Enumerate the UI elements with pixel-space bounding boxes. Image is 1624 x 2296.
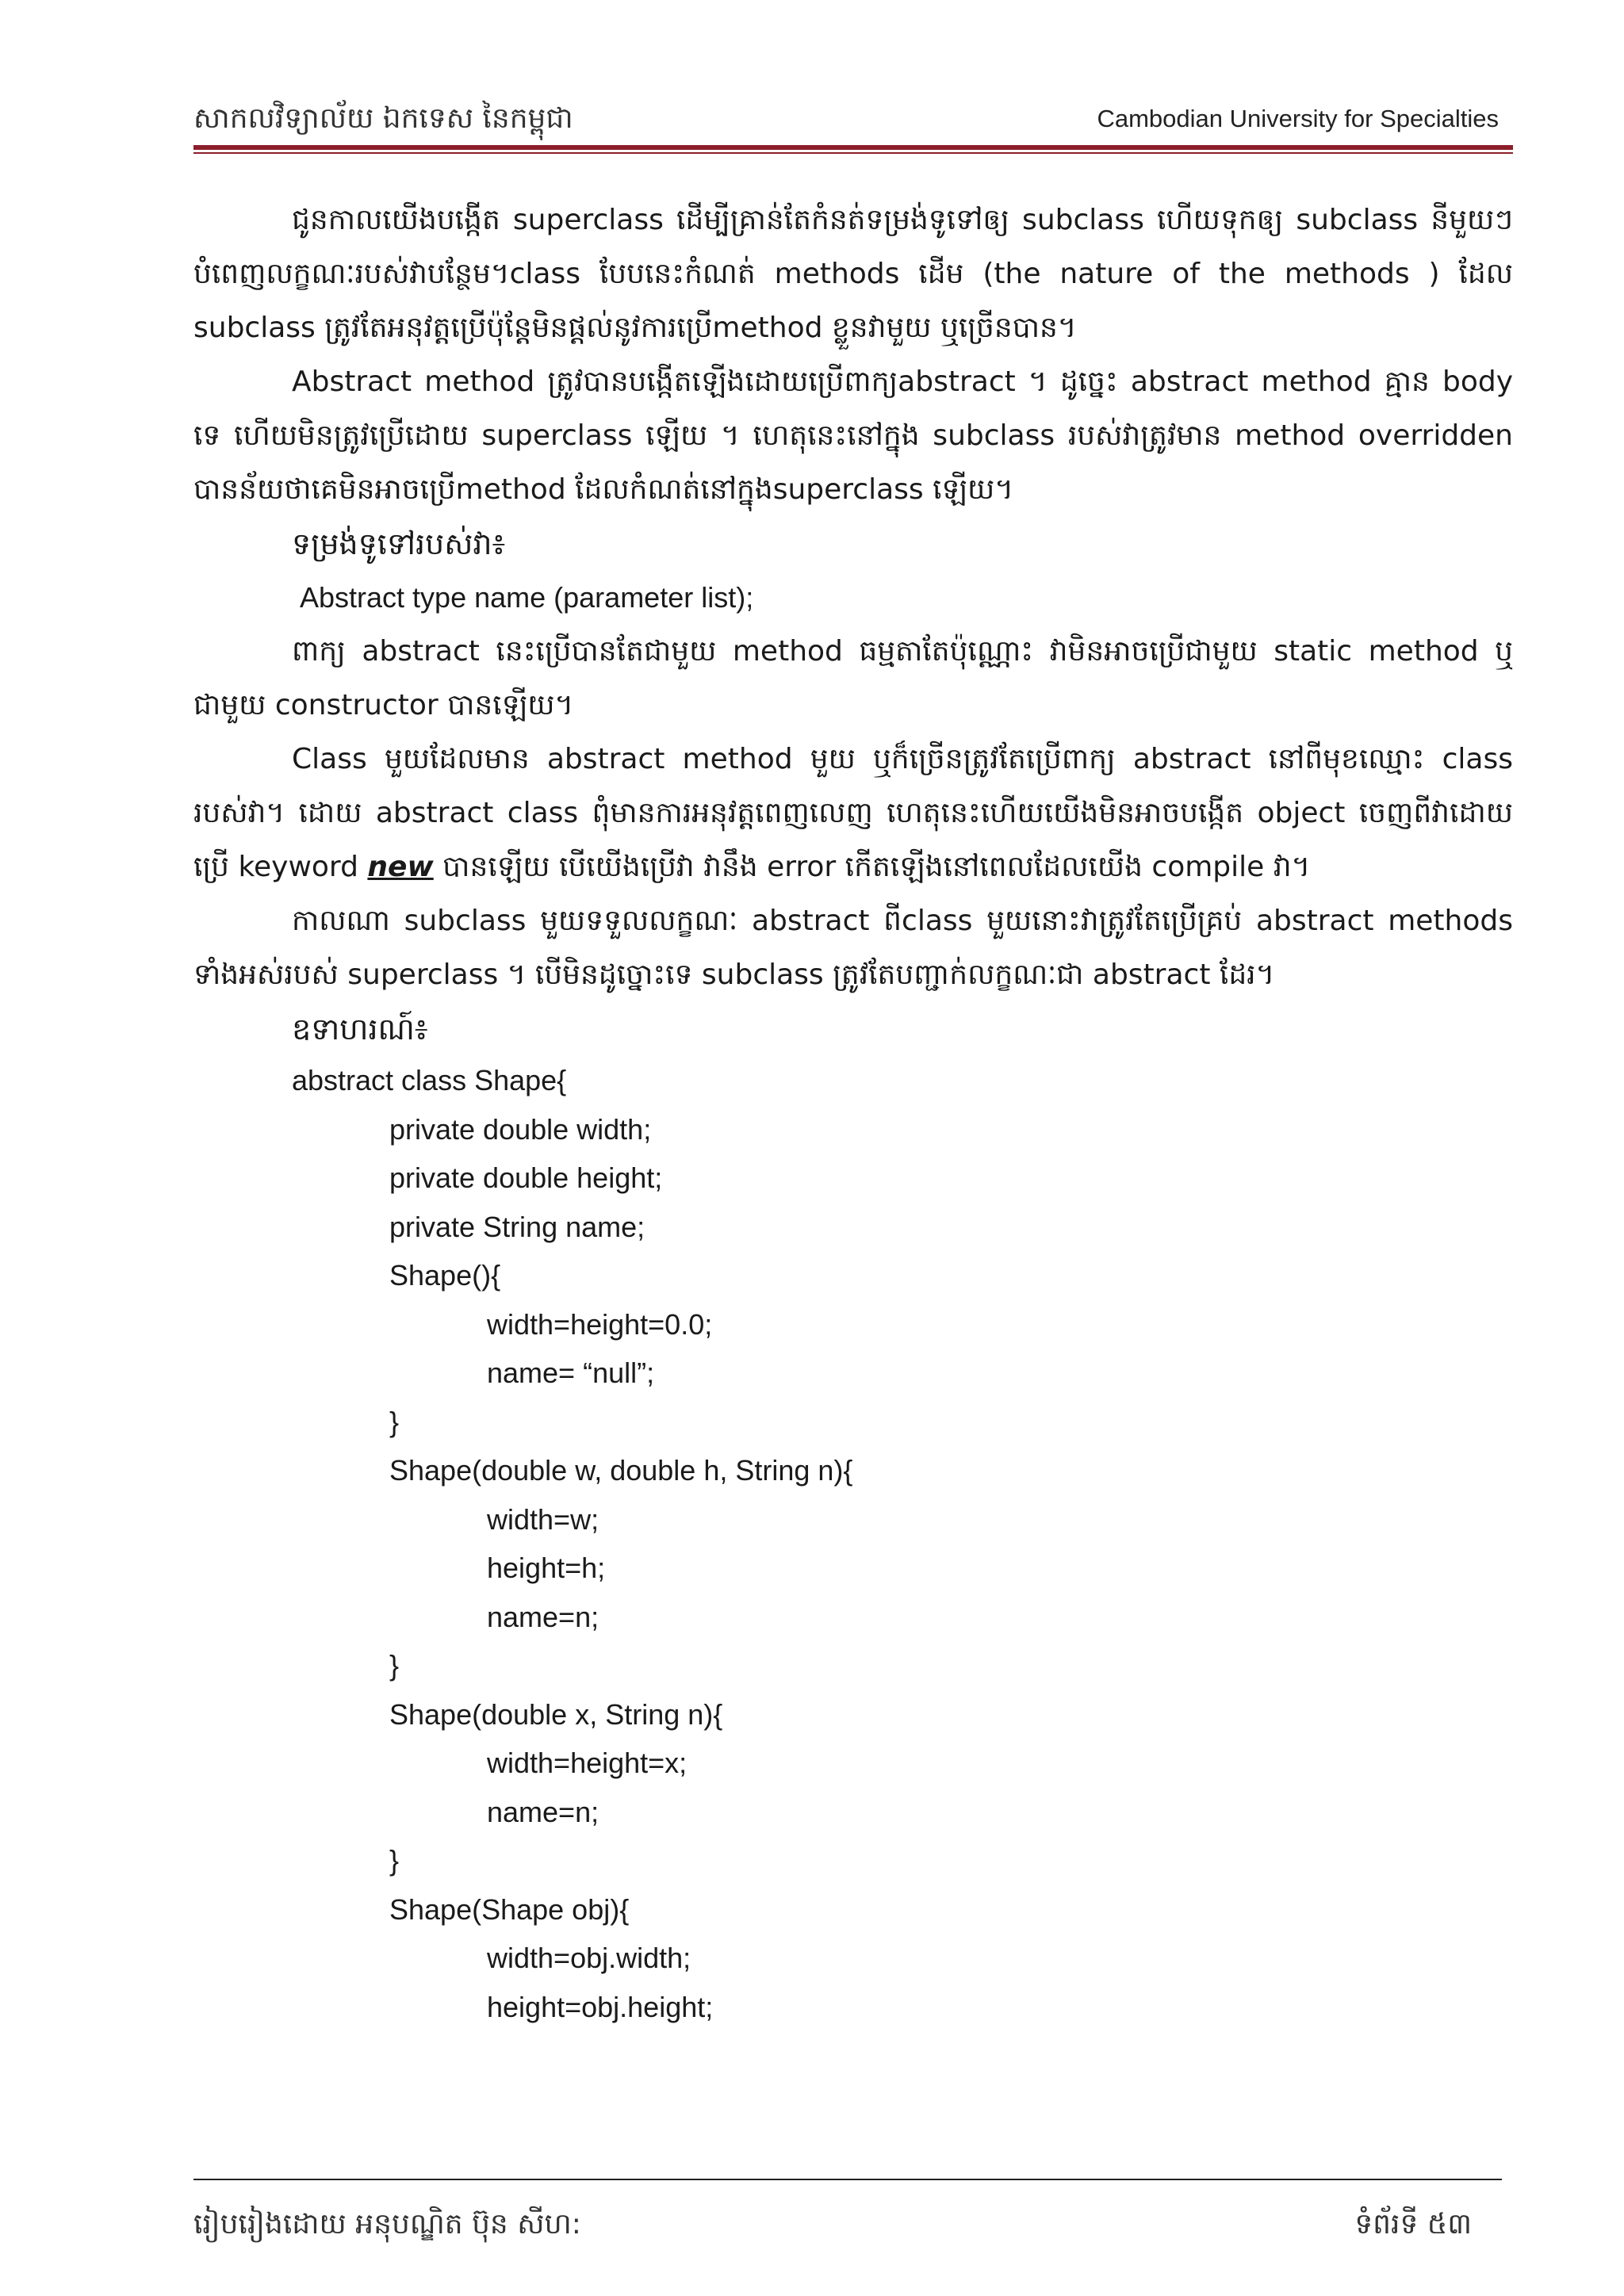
code-line: name=n; [487, 1600, 599, 1633]
code-line: } [389, 1844, 400, 1877]
page-content [193, 193, 1513, 2031]
paragraph-superclass-intro: ជូនកាលយើងបង្កើត superclass ដើម្បីគ្រាន់តែកំនត់ទម្រង់ទូទៅឲ្យ subclass ហើយទុកឲ្យ subclass នីមួយៗបំពេញលក្ខណៈរបស់វាបន្ថែម។class បែបនេះកំណត់ methods ដើម (the nature of the methods ) ដែល subclass ត្រូវតែអនុវត្តប្រើប៉ុន្តែមិនផ្តល់នូវការប្រើmethod ខ្លួនវាមួយ ឬច្រើនបាន។ [193, 204, 1514, 344]
heading-general-form: ទម្រង់ទូទៅរបស់វា៖ [292, 526, 506, 561]
code-line: private String name; [389, 1210, 645, 1243]
paragraph-abstract-method: Abstract method ត្រូវបានបង្កើតឡើងដោយប្រើពាក្យabstract ។ ដូច្នេះ abstract method គ្មាន body ទេ ហើយមិនត្រូវប្រើដោយ superclass ឡើយ ។ ហេតុនេះនៅក្នុង subclass របស់វាត្រូវមាន method overridden បានន័យថាគេមិនអាចប្រើmethod ដែលកំណត់នៅក្នុងsuperclass ឡើយ។ [193, 365, 1513, 506]
header-divider-thin [193, 152, 1513, 154]
code-line: abstract class Shape{ [292, 1064, 567, 1096]
code-line: width=height=x; [487, 1747, 688, 1779]
code-line: width=obj.width; [487, 1942, 691, 1974]
keyword-new: new [367, 851, 434, 883]
header-divider [193, 145, 1513, 150]
header-university-english: Cambodian University for Specialties [1097, 105, 1499, 132]
syntax-line: Abstract type name (parameter list); [300, 581, 754, 614]
paragraph-abstract-class-text-2: បានឡើយ បើយើងប្រើវា វានឹង error កើតឡើងនៅពេលដែលយើង compile វា។ [433, 851, 1311, 883]
paragraph-abstract-keyword: ពាក្យ abstract នេះប្រើបានតែជាមួយ method ធម្មតាតែប៉ុណ្ណោះ វាមិនអាចប្រើជាមួយ static method ឬជាមួយ constructor បានឡើយ។ [193, 635, 1513, 721]
code-line: } [389, 1405, 400, 1438]
code-line: width=w; [487, 1502, 599, 1536]
code-line: height=obj.height; [487, 1990, 714, 2023]
code-line: width=height=0.0; [487, 1307, 713, 1341]
paragraph-abstract-class-text-1: Class មួយដែលមាន abstract method មួយ ឬក៏ច្រើនត្រូវតែប្រើពាក្យ abstract នៅពីមុខឈ្មោះ class របស់វា។ ដោយ abstract class ពុំមានការអនុវត្តពេញលេញ ហេតុនេះហើយយើងមិនអាចបង្កើត object ចេញពីវាដោយប្រើ keyword [193, 743, 1513, 883]
code-line: private double width; [389, 1112, 652, 1146]
code-line: height=h; [487, 1552, 606, 1584]
footer-author: រៀបរៀងដោយ អនុបណ្ឌិត ប៊ុន សីហ: [193, 2208, 581, 2241]
header-university-khmer: សាកលវិទ្យាល័យ ឯកទេស នៃកម្ពុជា [193, 102, 573, 135]
paragraph-abstract-class [193, 733, 1513, 894]
heading-example: ឧទាហរណ៍៖ [292, 1012, 428, 1047]
code-line: Shape(double w, double h, String n){ [389, 1454, 853, 1487]
code-line: } [389, 1649, 400, 1682]
code-line: Shape(Shape obj){ [389, 1892, 630, 1926]
code-line: Shape(){ [389, 1259, 501, 1292]
paragraph-subclass-inherit: កាលណា subclass មួយទទួលលក្ខណៈ abstract ពីclass មួយនោះវាត្រូវតែប្រើគ្រប់ abstract methods ទាំងអស់របស់ superclass ។ បើមិនដូច្នោះទេ subclass ត្រូវតែបញ្ជាក់លក្ខណៈជា abstract ដែរ។ [193, 905, 1513, 991]
footer-page-number: ទំព័រទី ៥៣ [1354, 2208, 1472, 2241]
code-line: Shape(double x, String n){ [389, 1697, 723, 1731]
code-line: private double height; [389, 1161, 663, 1194]
code-line: name=n; [487, 1795, 599, 1828]
code-line: name= “null”; [487, 1357, 655, 1389]
code-block [193, 1056, 1513, 2031]
footer-divider [193, 2179, 1502, 2180]
